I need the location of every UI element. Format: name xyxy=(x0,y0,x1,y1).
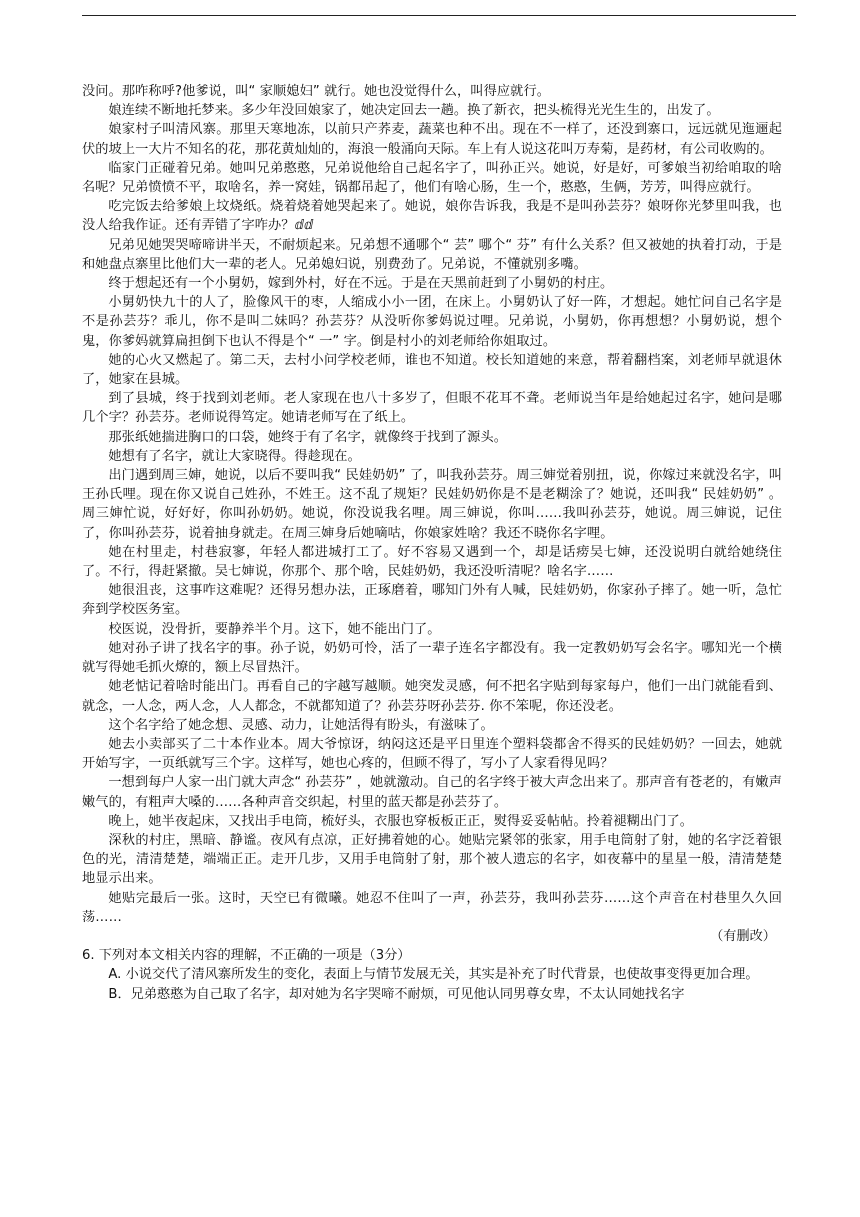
story-paragraph: 她想有了名字，就让大家晓得。得趁现在。 xyxy=(108,448,361,464)
story-paragraph: 一想到每户人家一出门就大声念“ 孙芸芬” ，她就激动。自己的名字终于被大声念出来了。那声音有苍老的，有嫩声嫩气的，有粗声大嗓的……各种声音交织起，村里的蓝天都是孙芸芬了。 xyxy=(82,775,782,810)
story-paragraph: 晚上，她半夜起床，又找出手电筒，梳好头，衣服也穿板板正正，熨得妥妥帖帖。拎着褪糊出门了。 xyxy=(108,813,694,829)
header-rule xyxy=(82,15,796,16)
story-paragraph: 兄弟见她哭哭啼啼讲半天，不耐烦起来。兄弟想不通哪个“ 芸” 哪个“ 芬” 有什么关系？但又被她的执着打动，于是和她盘点寨里比他们大一辈的老人。兄弟媳妇说，别费劲了。兄弟说，不懂就别多嘴。 xyxy=(82,237,782,272)
story-paragraph: 她的心火又燃起了。第二天，去村小问学校老师，谁也不知道。校长知道她的来意，帮着翻档案，刘老师早就退休了，她家在县城。 xyxy=(82,352,782,388)
story-paragraph: 这个名字给了她念想、灵感、动力，让她活得有盼头，有滋味了。 xyxy=(108,717,494,733)
question-stem: 6. 下列对本文相关内容的理解，不正确的一项是（3分） xyxy=(82,948,411,964)
answer-option-a: A. 小说交代了清风寨所发生的变化，表面上与情节发展无关，其实是补充了时代背景，也使故事变得更加合理。 xyxy=(108,967,759,983)
story-paragraph: 吃完饭去给爹娘上坟烧纸。烧着烧着她哭起来了。她说，娘你告诉我，我是不是叫孙芸芬？娘呀你光梦里叫我，也没人给我作证。还有弄错了字咋办？ⅆⅆ xyxy=(82,199,782,234)
story-paragraph: 出门遇到周三婶，她说，以后不要叫我“ 民娃奶奶” 了，叫我孙芸芬。周三婶觉着别扭，说，你嫁过来就没名字，叫王孙氏哩。现在你又说自己姓孙，不姓王。这不乱了规矩？民娃奶奶你是不是老糊涂了？她说，还叫我“ 民娃奶奶” 。周三婶忙说，好好好，你叫孙奶奶。她说，你没说我名哩。周三婶说，你叫……我叫孙芸芬，她说。周三婶说，记住了，你叫孙芸芬，说着抽身就走。在周三婶身后她嘀咕，你娘家姓啥？我还不晓你名字哩。 xyxy=(82,468,782,541)
document-body xyxy=(82,82,782,1004)
answer-option-b: B．兄弟憨憨为自己取了名字，却对她为名字哭啼不耐烦，可见他认同男尊女卑，不太认同她找名字 xyxy=(108,986,685,1002)
story-paragraph: 她去小卖部买了二十本作业本。周大爷惊讶，纳闷这还是平日里连个塑料袋都舍不得买的民娃奶奶？一回去，她就开始写字，一页纸就写三个字。这样写，她也心疼的，但顾不得了，写小了人家看得见吗？ xyxy=(82,736,782,772)
story-paragraph: 没问。那咋称呼?他爹说，叫“ 家顺媳妇” 就行。她也没觉得什么，叫得应就行。 xyxy=(82,84,551,99)
story-paragraph: 临家门正碰着兄弟。她叫兄弟憨憨，兄弟说他给自己起名字了，叫孙正兴。她说，好是好，可爹娘当初给咱取的啥名呢？兄弟愤愤不平，取啥名，养一窝娃，锅都吊起了，他们有啥心肠，生一个，憨憨，生俩，芳芳，叫得应就行。 xyxy=(82,160,782,196)
story-paragraph: 校医说，没骨折，要静养半个月。这下，她不能出门了。 xyxy=(108,621,441,637)
story-paragraph: 她对孙子讲了找名字的事。孙子说，奶奶可怜，活了一辈子连名字都没有。我一定教奶奶写会名字。哪知光一个横就写得她毛抓火燎的，额上尽冒热汗。 xyxy=(82,640,782,676)
story-paragraph: 她在村里走，村巷寂寥，年轻人都进城打工了。好不容易又遇到一个，却是话痨吴七婶，还没说明白就给她绕住了。不行，得赶紧撤。吴七婶说，你那个、那个啥，民娃奶奶，我还没听清呢？啥名字…… xyxy=(82,544,782,580)
story-paragraph: 娘家村子叫清风寨。那里天寒地冻，以前只产荞麦，蔬菜也种不出。现在不一样了，还没到寨口，远远就见迤逦起伏的坡上一大片不知名的花，那花黄灿灿的，海浪一般涌向天际。车上有人说这花叫万寿菊，是药材，有公司收购的。 xyxy=(82,122,782,157)
edit-note: （有删改） xyxy=(710,928,776,944)
story-paragraph: 她老惦记着啥时能出门。再看自己的字越写越顺。她突发灵感，何不把名字贴到每家每户，他们一出门就能看到、就念，一人念，两人念，人人都念，不就都知道了？孙芸芬呀孙芸芬. 你不笨呢，你还没老。 xyxy=(82,679,782,714)
story-paragraph: 娘连续不断地托梦来。多少年没回娘家了，她决定回去一趟。换了新衣，把头梳得光光生生的，出发了。 xyxy=(108,103,720,119)
story-paragraph: 她很沮丧，这事咋这难呢？还得另想办法，正琢磨着，哪知门外有人喊，民娃奶奶，你家孙子摔了。她一听，急忙奔到学校医务室。 xyxy=(82,583,782,618)
story-paragraph: 终于想起还有一个小舅奶，嫁到外村，好在不远。于是在天黑前赶到了小舅奶的村庄。 xyxy=(108,276,614,292)
story-paragraph: 她贴完最后一张。这时，天空已有微曦。她忍不住叫了一声，孙芸芬，我叫孙芸芬……这个声音在村巷里久久回荡…… xyxy=(82,890,782,925)
story-paragraph: 那张纸她揣进胸口的口袋，她终于有了名字，就像终于找到了源头。 xyxy=(108,429,508,445)
story-paragraph: 深秋的村庄，黑暗、静谧。夜风有点凉，正好拂着她的心。她贴完紧邻的张家，用手电筒射了射，她的名字泛着银色的光，清清楚楚，端端正正。走开几步，又用手电筒射了射，那个被人遗忘的名字，如夜幕中的星星一般，清清楚楚地显示出来。 xyxy=(82,832,782,887)
story-paragraph: 到了县城，终于找到刘老师。老人家现在也八十多岁了，但眼不花耳不聋。老师说当年是给她起过名字，她问是哪几个字？孙芸芬。老师说得笃定。她请老师写在了纸上。 xyxy=(82,391,782,426)
story-paragraph: 小舅奶快九十的人了，脸像风干的枣，人缩成小小一团，在床上。小舅奶认了好一阵，才想起。她忙问自己名字是不是孙芸芬？乖儿，你不是叫二妹吗？孙芸芬？从没听你爹妈说过哩。兄弟说，小舅奶，你再想想？小舅奶说，想个鬼，你爹妈就算扁担倒下也认不得是个“ 一” 字。倒是村小的刘老师给你姐取过。 xyxy=(82,295,782,349)
